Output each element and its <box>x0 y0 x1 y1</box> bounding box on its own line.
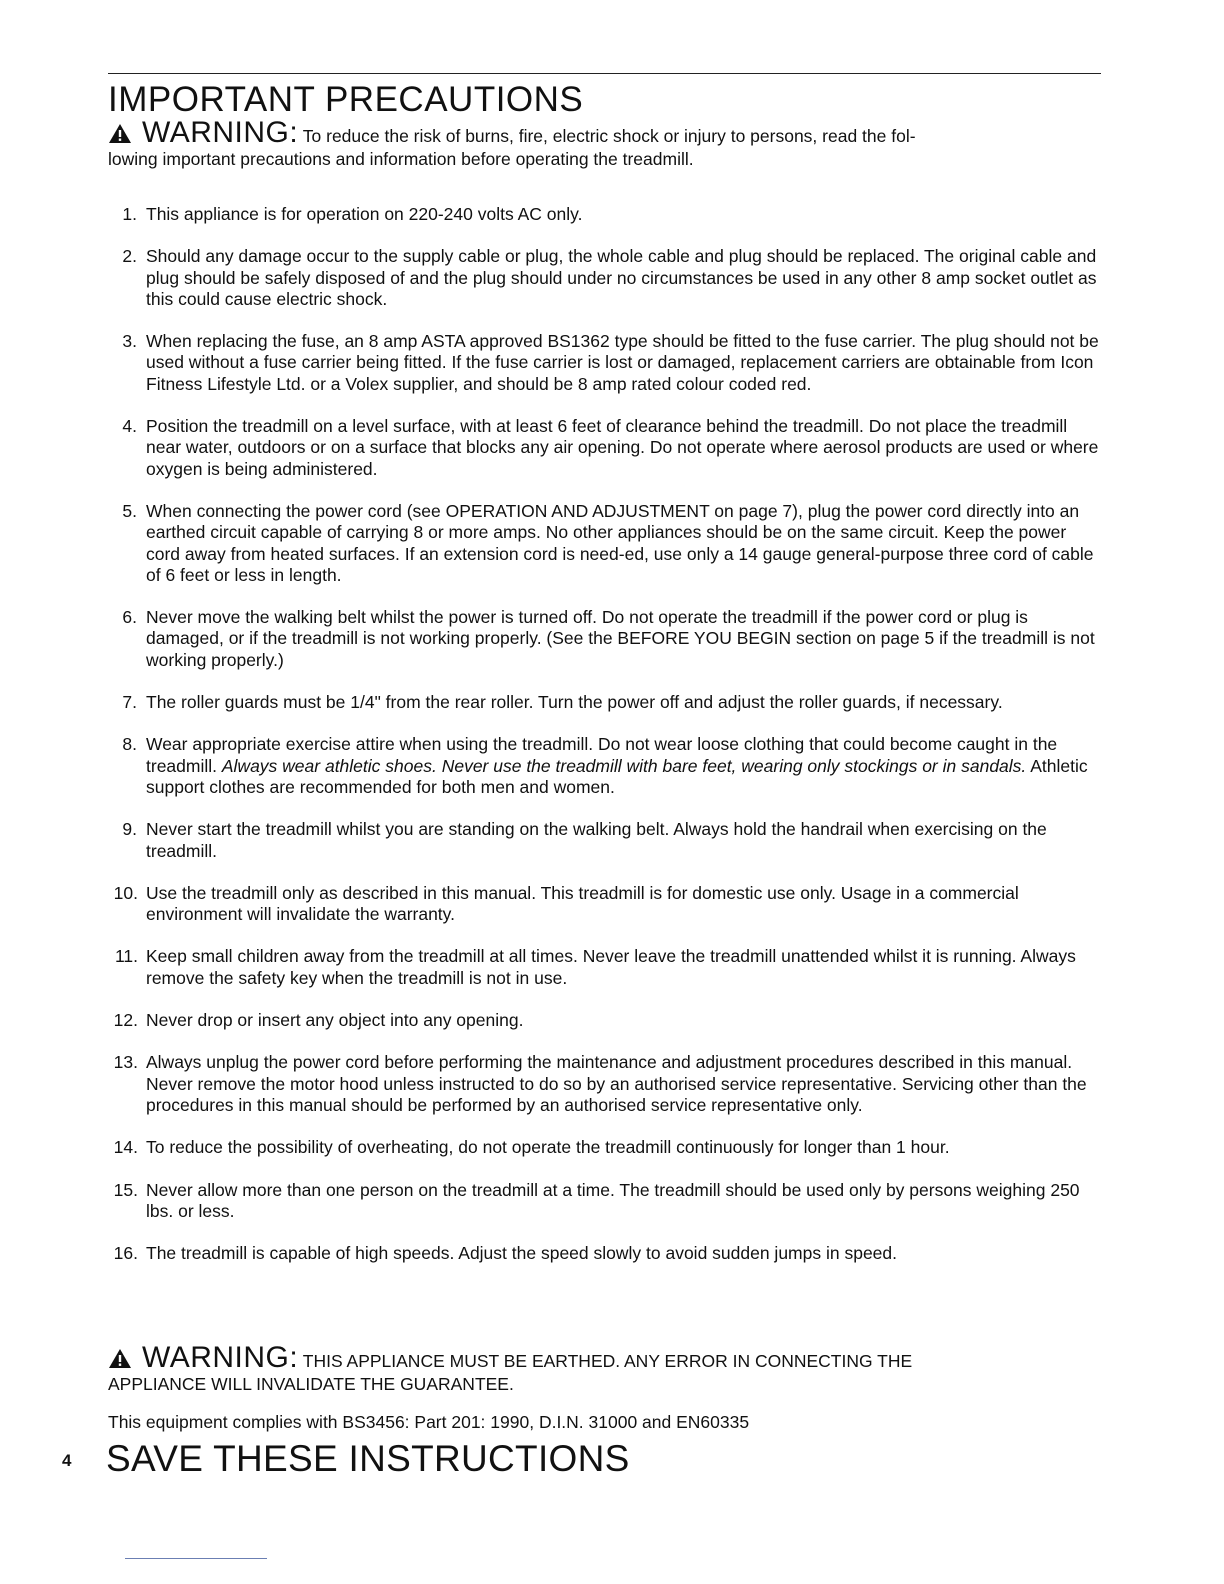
item-text: Always unplug the power cord before performing the maintenance and adjustment procedures described in this manual. Never remove the motor hood unless instructed to do so by an authorised service representative. Servicing other than the procedures in this manual should be performed by an authorised service representative only. <box>146 1052 1087 1115</box>
warning-text-line1: THIS APPLIANCE MUST BE EARTHED. ANY ERROR IN CONNECTING THE <box>302 1351 913 1371</box>
warning-text-line2: lowing important precautions and information before operating the treadmill. <box>108 149 694 169</box>
item-text: When connecting the power cord (see OPERATION AND ADJUSTMENT on page 7), plug the power cord directly into an earthed circuit capable of carrying 8 or more amps. No other appliances should be on the same circuit. Keep the power cord away from heated surfaces. If an extension cord is need-ed, use only a 14 gauge general-purpose three cord of cable of 6 feet or less in length. <box>146 500 1094 585</box>
item-number: 15. <box>113 1179 138 1200</box>
warning-triangle-icon <box>108 123 132 149</box>
item-text: Never start the treadmill whilst you are standing on the walking belt. Always hold the handrail when exercising on the treadmill. <box>146 819 1047 861</box>
page-title: IMPORTANT PRECAUTIONS <box>108 80 584 119</box>
item-text: The roller guards must be 1/4" from the rear roller. Turn the power off and adjust the roller guards, if necessary. <box>146 692 1003 713</box>
item-text: Use the treadmill only as described in this manual. This treadmill is for domestic use only. Usage in a commercial environment will invalidate the warranty. <box>146 882 1019 925</box>
item-text: Athletic support clothes are recommended for both men and women. <box>146 755 1088 797</box>
item-number: 2. <box>122 246 137 267</box>
earthing-warning <box>108 1341 1100 1395</box>
list-item <box>108 692 1103 713</box>
item-text: This appliance is for operation on 220-240 volts AC only. <box>146 204 583 224</box>
item-text: Never allow more than one person on the treadmill at a time. The treadmill should be used only by persons weighing 250 lbs. or less. <box>146 1179 1080 1221</box>
warning-label: WARNING: <box>142 1341 299 1374</box>
item-text: Position the treadmill on a level surface, with at least 6 feet of clearance behind the treadmill. Do not place the treadmill near water, outdoors or on a surface that blocks any air opening. Do not operate where aerosol products are used or where oxygen is being administered. <box>146 416 1099 479</box>
item-text: Keep small children away from the treadmill at all times. Never leave the treadmill unattended whilst it is running. Always remove the safety key when the treadmill is not in use. <box>146 946 1076 988</box>
top-divider <box>108 73 1101 74</box>
list-item <box>108 1243 1103 1264</box>
item-text: Never move the walking belt whilst the power is turned off. Do not operate the treadmill if the power cord or plug is damaged, or if the treadmill is not working properly. (See the BEFORE YOU BEGIN section on page 5 if the treadmill is not working properly.) <box>146 607 1095 670</box>
item-number: 1. <box>122 204 137 224</box>
list-item <box>108 1010 1103 1031</box>
list-item <box>108 501 1103 586</box>
list-item <box>108 734 1103 798</box>
item-number: 3. <box>122 331 137 352</box>
item-number: 6. <box>122 607 137 628</box>
warning-text-line1: To reduce the risk of burns, fire, electric shock or injury to persons, read the fol- <box>302 126 916 146</box>
warning-text-line2: APPLIANCE WILL INVALIDATE THE GUARANTEE. <box>108 1374 514 1394</box>
item-number: 11. <box>114 946 138 967</box>
compliance-statement: This equipment complies with BS3456: Part 201: 1990, D.I.N. 31000 and EN60335 <box>108 1412 750 1432</box>
item-number: 14. <box>113 1137 138 1158</box>
item-text: The treadmill is capable of high speeds. Adjust the speed slowly to avoid sudden jumps in speed. <box>146 1243 898 1264</box>
item-text: To reduce the possibility of overheating, do not operate the treadmill continuously for longer than 1 hour. <box>146 1137 950 1158</box>
item-number: 16. <box>113 1243 138 1264</box>
warning-notice <box>108 116 1100 170</box>
list-item <box>108 246 1103 310</box>
list-item <box>108 946 1103 989</box>
list-item <box>108 819 1103 862</box>
item-text: Wear appropriate exercise attire when using the treadmill. Do not wear loose clothing that could become caught in the treadmill. <box>146 734 1058 776</box>
list-item <box>108 883 1103 926</box>
list-item <box>108 1052 1103 1116</box>
bottom-divider <box>125 1558 267 1559</box>
item-number: 10. <box>113 882 138 903</box>
list-item <box>108 1137 1103 1158</box>
item-number: 7. <box>122 692 137 713</box>
list-item <box>108 331 1103 395</box>
warning-triangle-icon <box>108 1348 132 1374</box>
save-instructions-heading: SAVE THESE INSTRUCTIONS <box>106 1438 630 1479</box>
item-text: Never drop or insert any object into any opening. <box>146 1010 524 1031</box>
precautions-list <box>108 204 1103 1285</box>
item-text-italic: Always wear athletic shoes. Never use the treadmill with bare feet, wearing only stockings or in sandals. <box>221 755 1027 776</box>
item-number: 4. <box>122 416 137 437</box>
item-number: 9. <box>122 819 137 840</box>
item-text: Should any damage occur to the supply cable or plug, the whole cable and plug should be replaced. The original cable and plug should be safely disposed of and the plug should under no circumstances be used in any other 8 amp socket outlet as this could cause electric shock. <box>146 246 1097 309</box>
item-number: 13. <box>113 1052 138 1073</box>
warning-label: WARNING: <box>142 116 299 149</box>
list-item <box>108 416 1103 480</box>
item-text: When replacing the fuse, an 8 amp ASTA approved BS1362 type should be fitted to the fuse carrier. The plug should not be used without a fuse carrier being fitted. If the fuse carrier is lost or damaged, replacement carriers are obtainable from Icon Fitness Lifestyle Ltd. or a Volex supplier, and should be 8 amp rated colour coded red. <box>146 331 1099 394</box>
list-item <box>108 607 1103 671</box>
list-item <box>108 1180 1103 1223</box>
list-item <box>108 204 1103 225</box>
item-number: 12. <box>113 1010 138 1031</box>
item-number: 5. <box>122 500 137 521</box>
page-number: 4 <box>62 1451 72 1470</box>
item-number: 8. <box>122 734 137 755</box>
